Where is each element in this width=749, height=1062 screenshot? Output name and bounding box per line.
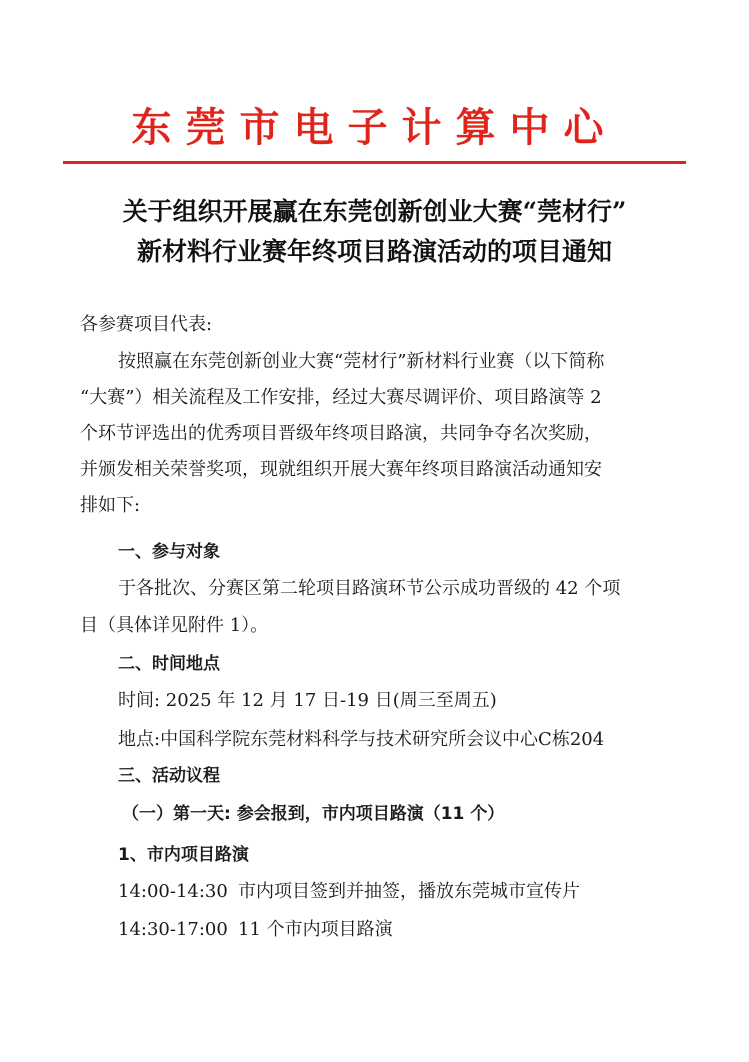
- intro-line-4: 并颁发相关荣誉奖项，现就组织开展大赛年终项目路演活动通知安: [80, 459, 602, 480]
- section-3-heading: 三、活动议程: [118, 766, 220, 786]
- intro-line-1: 按照赢在东莞创新创业大赛“莞材行”新材料行业赛（以下简称: [118, 351, 605, 372]
- schedule-time: 14:00-14:30: [118, 881, 228, 902]
- schedule-item: 市内项目签到并抽签，播放东莞城市宣传片: [238, 881, 580, 902]
- section-2-heading: 二、时间地点: [118, 654, 220, 674]
- section-1-line-2: 目（具体详见附件 1）。: [80, 615, 269, 636]
- notice-title-line-2: 新材料行业赛年终项目路演活动的项目通知: [136, 237, 612, 266]
- schedule-row: [118, 918, 393, 942]
- letterhead-org-name: 东莞市电子计算中心: [131, 104, 618, 151]
- section-2-place: 地点:中国科学院东莞材料科学与技术研究所会议中心C栋204: [118, 729, 605, 750]
- schedule-time: 14:30-17:00: [118, 919, 228, 940]
- intro-line-5: 排如下:: [80, 495, 141, 516]
- schedule-item: 11 个市内项目路演: [238, 919, 393, 940]
- intro-line-3: 个环节评选出的优秀项目晋级年终项目路演，共同争夺名次奖励，: [80, 423, 602, 444]
- section-1-line-1: 于各批次、分赛区第二轮项目路演环节公示成功晋级的 42 个项: [118, 578, 621, 599]
- section-2-time: 时间: 2025 年 12 月 17 日-19 日(周三至周五): [118, 690, 497, 711]
- schedule-row: [118, 880, 580, 904]
- intro-line-2: “大赛”）相关流程及工作安排，经过大赛尽调评价、项目路演等 2: [80, 387, 602, 408]
- notice-title-line-1: 关于组织开展赢在东莞创新创业大赛“莞材行”: [122, 197, 627, 226]
- section-1-heading: 一、参与对象: [118, 542, 220, 562]
- day-1-heading: （一）第一天: 参会报到，市内项目路演（11 个）: [122, 804, 505, 824]
- sub-1-heading: 1、市内项目路演: [118, 845, 249, 865]
- letterhead-red-rule: [63, 161, 686, 164]
- salutation: 各参赛项目代表:: [80, 314, 213, 335]
